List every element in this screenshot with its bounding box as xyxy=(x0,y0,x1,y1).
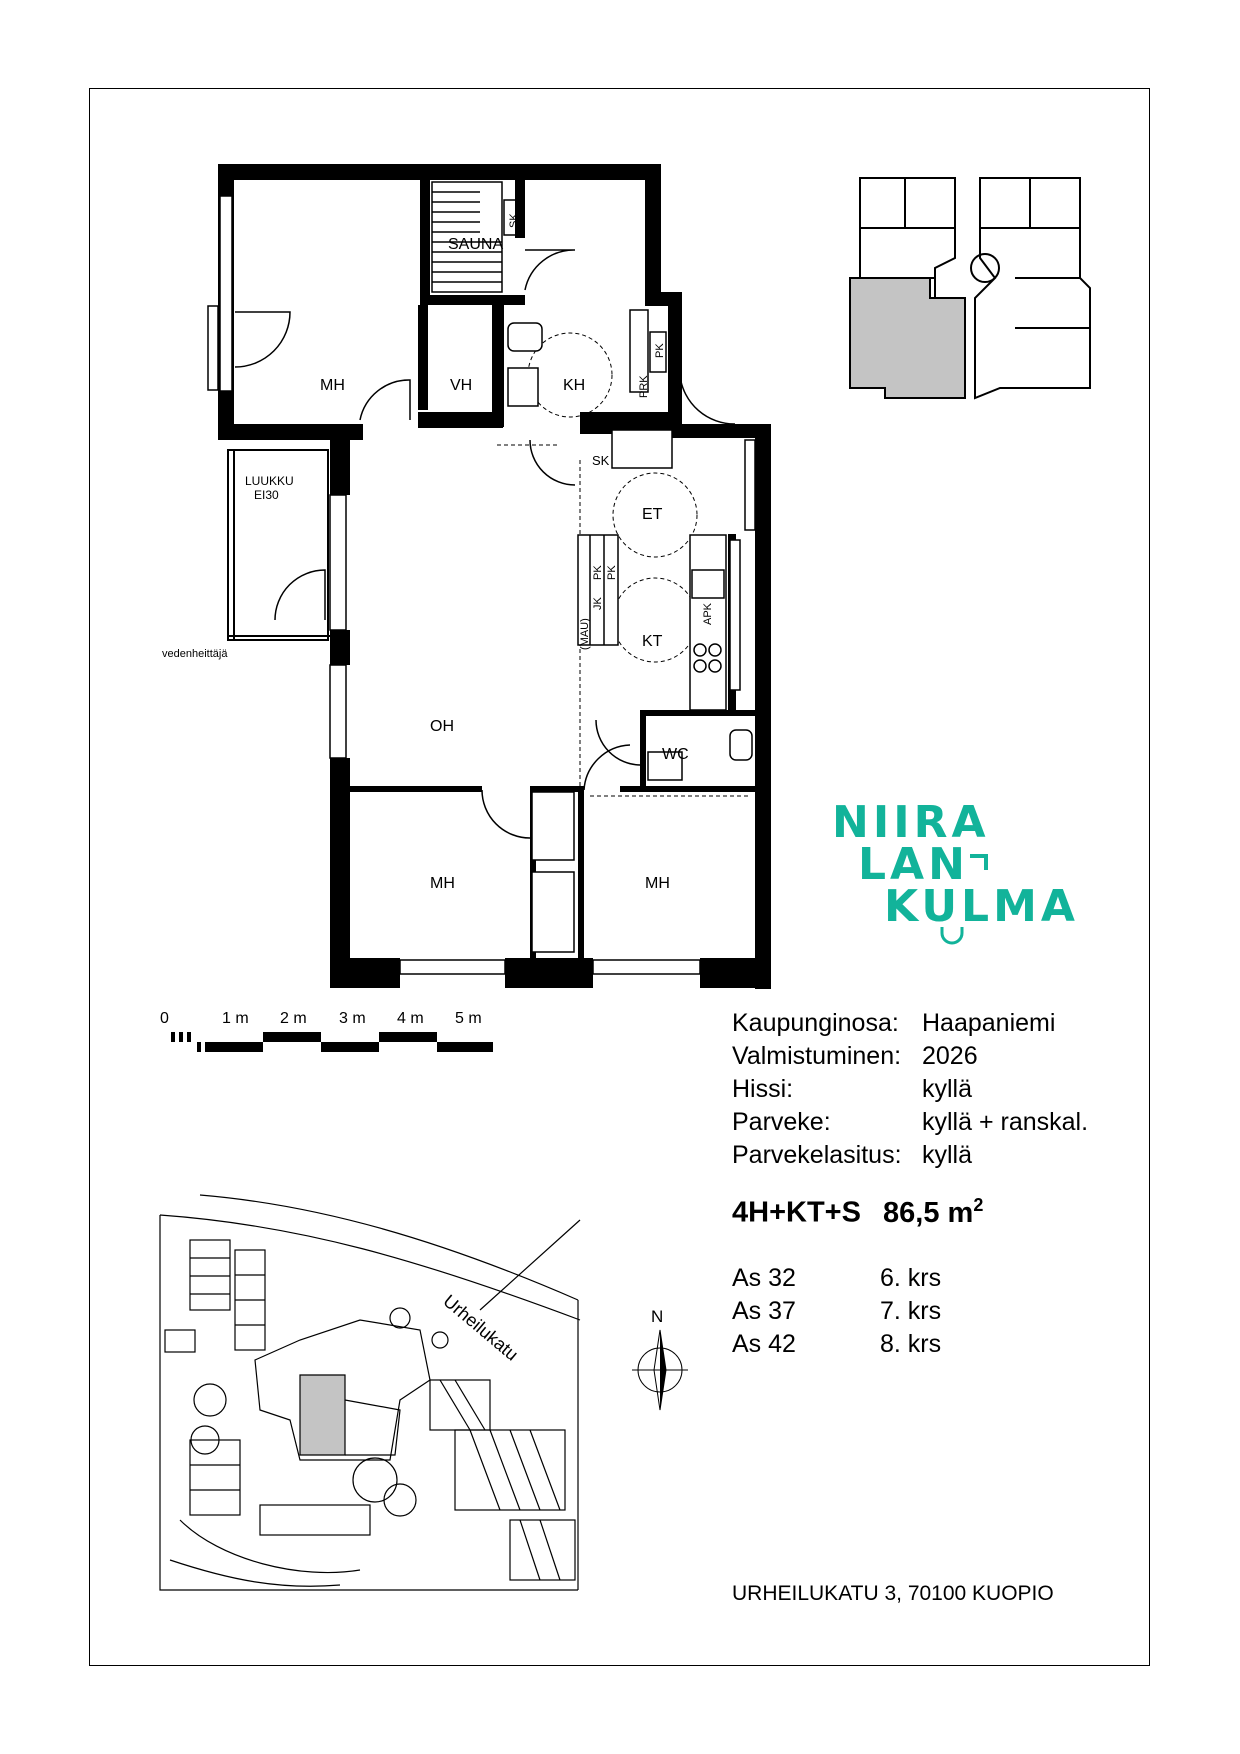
room-label-jk: JK xyxy=(592,597,604,610)
apartment-number: As 37 xyxy=(732,1297,796,1325)
logo-line-2: LAN xyxy=(858,839,969,890)
room-label-sauna: SAUNA xyxy=(448,236,504,253)
logo-line-3: KULMA xyxy=(884,881,1079,932)
info-key-completion: Valmistuminen: xyxy=(732,1042,902,1070)
room-label-wc: WC xyxy=(662,746,689,763)
room-label-pk: PK xyxy=(654,343,666,358)
scale-label-1m: 1 m xyxy=(222,1010,249,1027)
north-label: N xyxy=(651,1307,664,1326)
room-label-pk-b: PK xyxy=(606,565,618,580)
apartment-type: 4H+KT+S xyxy=(732,1196,861,1229)
room-label-luukku: LUUKKU xyxy=(245,474,294,488)
scale-label-5m: 5 m xyxy=(455,1010,482,1027)
room-label-et: ET xyxy=(642,506,663,523)
room-label-mh-bottom-left: MH xyxy=(430,875,455,892)
room-label-ei30: EI30 xyxy=(254,488,279,502)
info-key-balcony: Parveke: xyxy=(732,1108,831,1136)
room-label-vh: VH xyxy=(450,377,473,394)
info-key-district: Kaupunginosa: xyxy=(732,1009,899,1037)
info-value-balcony: kyllä + ranskal. xyxy=(922,1108,1089,1136)
north-arrow-icon xyxy=(628,1325,692,1415)
apartment-number: As 42 xyxy=(732,1330,796,1358)
street-label: Urheilukatu xyxy=(439,1290,523,1365)
room-label-prk: PRK xyxy=(638,375,650,398)
apartment-floor: 7. krs xyxy=(880,1297,942,1325)
apartment-area: 86,5 m xyxy=(883,1196,974,1229)
room-label-kh: KH xyxy=(563,377,586,394)
scale-label-2m: 2 m xyxy=(280,1010,307,1027)
info-value-district: Haapaniemi xyxy=(922,1009,1056,1037)
scale-label-0: 0 xyxy=(160,1010,169,1027)
info-key-elevator: Hissi: xyxy=(732,1075,794,1103)
address: URHEILUKATU 3, 70100 KUOPIO xyxy=(732,1582,1054,1605)
room-label-kt: KT xyxy=(642,633,663,650)
room-label-mh-top: MH xyxy=(320,377,345,394)
logo-line-1: NIIRA xyxy=(832,797,990,848)
scale-label-3m: 3 m xyxy=(339,1010,366,1027)
apartment-floor: 8. krs xyxy=(880,1330,942,1358)
room-label-sk-hall: SK xyxy=(592,453,610,468)
info-key-balcony-glazing: Parvekelasitus: xyxy=(732,1141,902,1169)
room-label-sk-sauna: SK xyxy=(508,213,520,228)
label-vedenheittaja: vedenheittäjä xyxy=(162,648,228,660)
room-label-pk-a: PK xyxy=(592,565,604,580)
area-unit-superscript: 2 xyxy=(973,1195,984,1215)
info-value-balcony-glazing: kyllä xyxy=(922,1141,973,1169)
apartment-floor: 6. krs xyxy=(880,1264,942,1292)
info-value-elevator: kyllä xyxy=(922,1075,973,1103)
room-label-mh-bottom-right: MH xyxy=(645,875,670,892)
scale-label-4m: 4 m xyxy=(397,1010,424,1027)
apartment-number: As 32 xyxy=(732,1264,796,1292)
room-label-oh: OH xyxy=(430,718,454,735)
room-label-apk: APK xyxy=(702,602,714,625)
room-label-mau: (MAU) xyxy=(579,618,591,650)
info-value-completion: 2026 xyxy=(922,1042,978,1070)
